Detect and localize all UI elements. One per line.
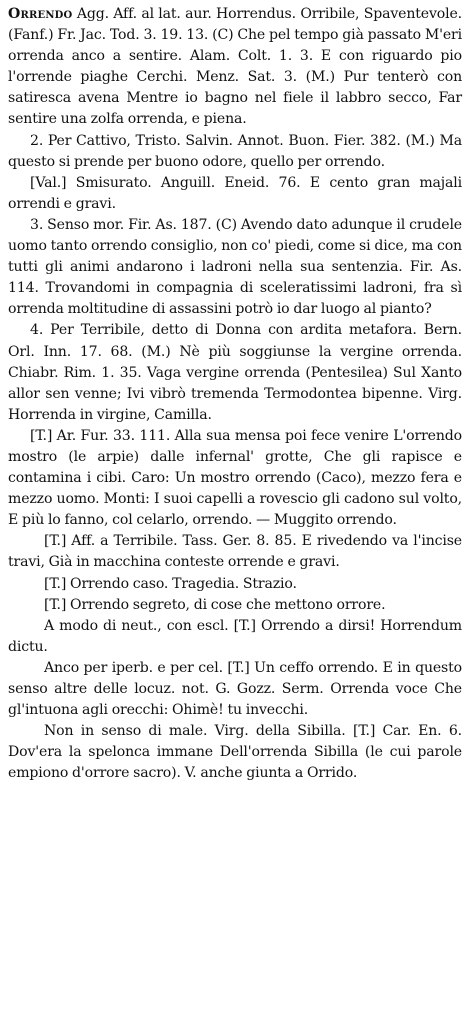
headword: Orrendo (8, 6, 73, 22)
entry-paragraph-12 (8, 721, 462, 784)
paragraph-text: [Val.] Smisurato. Anguill. Eneid. 76. E cento gran majali orrendi e gravi. (8, 174, 462, 212)
entry-paragraph-9 (8, 595, 462, 616)
paragraph-text: 2. Per Cattivo, Tristo. Salvin. Annot. Buon. Fier. 382. (M.) Ma questo si prende per buono odore, quello per orrendo. (8, 132, 462, 170)
paragraph-text: Agg. Aff. al lat. aur. Horrendus. Orribile, Spaventevole. (Fanf.) Fr. Jac. Tod. 3. 19. 13. (C) Che pel tempo già passato M'eri orrenda anco a sentire. Alam. Colt. 1. 3. E con riguardo pio l'orrende piaghe Cerchi. Menz. Sat. 3. (M.) Pur tenterò con satiresca avena Mentre io bagno nel fiele il labbro secco, Far sentire una zolfa orrenda, e piena. (8, 6, 462, 128)
entry-paragraph-10 (8, 616, 462, 658)
entry-paragraph-11 (8, 658, 462, 721)
entry-paragraph-6 (8, 426, 462, 531)
paragraph-text: Anco per iperb. e per cel. [T.] Un ceffo orrendo. E in questo senso altre delle locuz. not. G. Gozz. Serm. Orrenda voce Che gl'intuona agli orecchi: Ohimè! tu invecchi. (8, 659, 462, 719)
entry-paragraph-1 (8, 4, 462, 131)
entry-paragraph-7 (8, 531, 462, 573)
entry-paragraph-8 (8, 574, 462, 595)
entry-paragraph-2 (8, 131, 462, 173)
entry-paragraph-4 (8, 215, 462, 320)
paragraph-text: Non in senso di male. Virg. della Sibilla. [T.] Car. En. 6. Dov'era la spelonca immane Dell'orrenda Sibilla (le cui parole empiono d'orrore sacro). V. anche giunta a Orrido. (8, 723, 462, 782)
entry-paragraph-5 (8, 320, 462, 425)
paragraph-text: [T.] Orrendo caso. Tragedia. Strazio. (44, 575, 297, 592)
paragraph-text: [T.] Orrendo segreto, di cose che mettono orrore. (44, 596, 386, 613)
paragraph-text: A modo di neut., con escl. [T.] Orrendo a dirsi! Horrendum dictu. (8, 617, 462, 655)
paragraph-text: [T.] Aff. a Terribile. Tass. Ger. 8. 85. E rivedendo va l'incise travi, Già in macchina conteste orrende e gravi. (8, 533, 462, 571)
paragraph-text: 4. Per Terribile, detto di Donna con ardita metafora. Bern. Orl. Inn. 17. 68. (M.) Nè più soggiunse la vergine orrenda. Chiabr. Rim. 1. 35. Vaga vergine orrenda (Pentesilea) Sul Xanto allor sen venne; Ivi vibrò tremenda Termodontea bipenne. Virg. Horrenda in virgine, Camilla. (8, 322, 462, 423)
paragraph-text: [T.] Ar. Fur. 33. 111. Alla sua mensa poi fece venire L'orrendo mostro (le arpie) dalle infernal' grotte, Che gli rapisce e contamina i cibi. Caro: Un mostro orrendo (Caco), mezzo fera e mezzo uomo. Monti: I suoi capelli a rovescio gli cadono sul volto, E più lo fanno, col celarlo, orrendo. — Muggito orrendo. (8, 427, 462, 529)
paragraph-text: 3. Senso mor. Fir. As. 187. (C) Avendo dato adunque il crudele uomo tanto orrendo consiglio, non co' piedi, come si dice, ma con tutti gli animi andarono i ladroni nella sua sentenzia. Fir. As. 114. Trovandomi in compagnia di sceleratissimi ladroni, fra sì orrenda moltitudine di assassini potrò io dar luogo al pianto? (8, 216, 462, 318)
entry-paragraph-3 (8, 173, 462, 215)
